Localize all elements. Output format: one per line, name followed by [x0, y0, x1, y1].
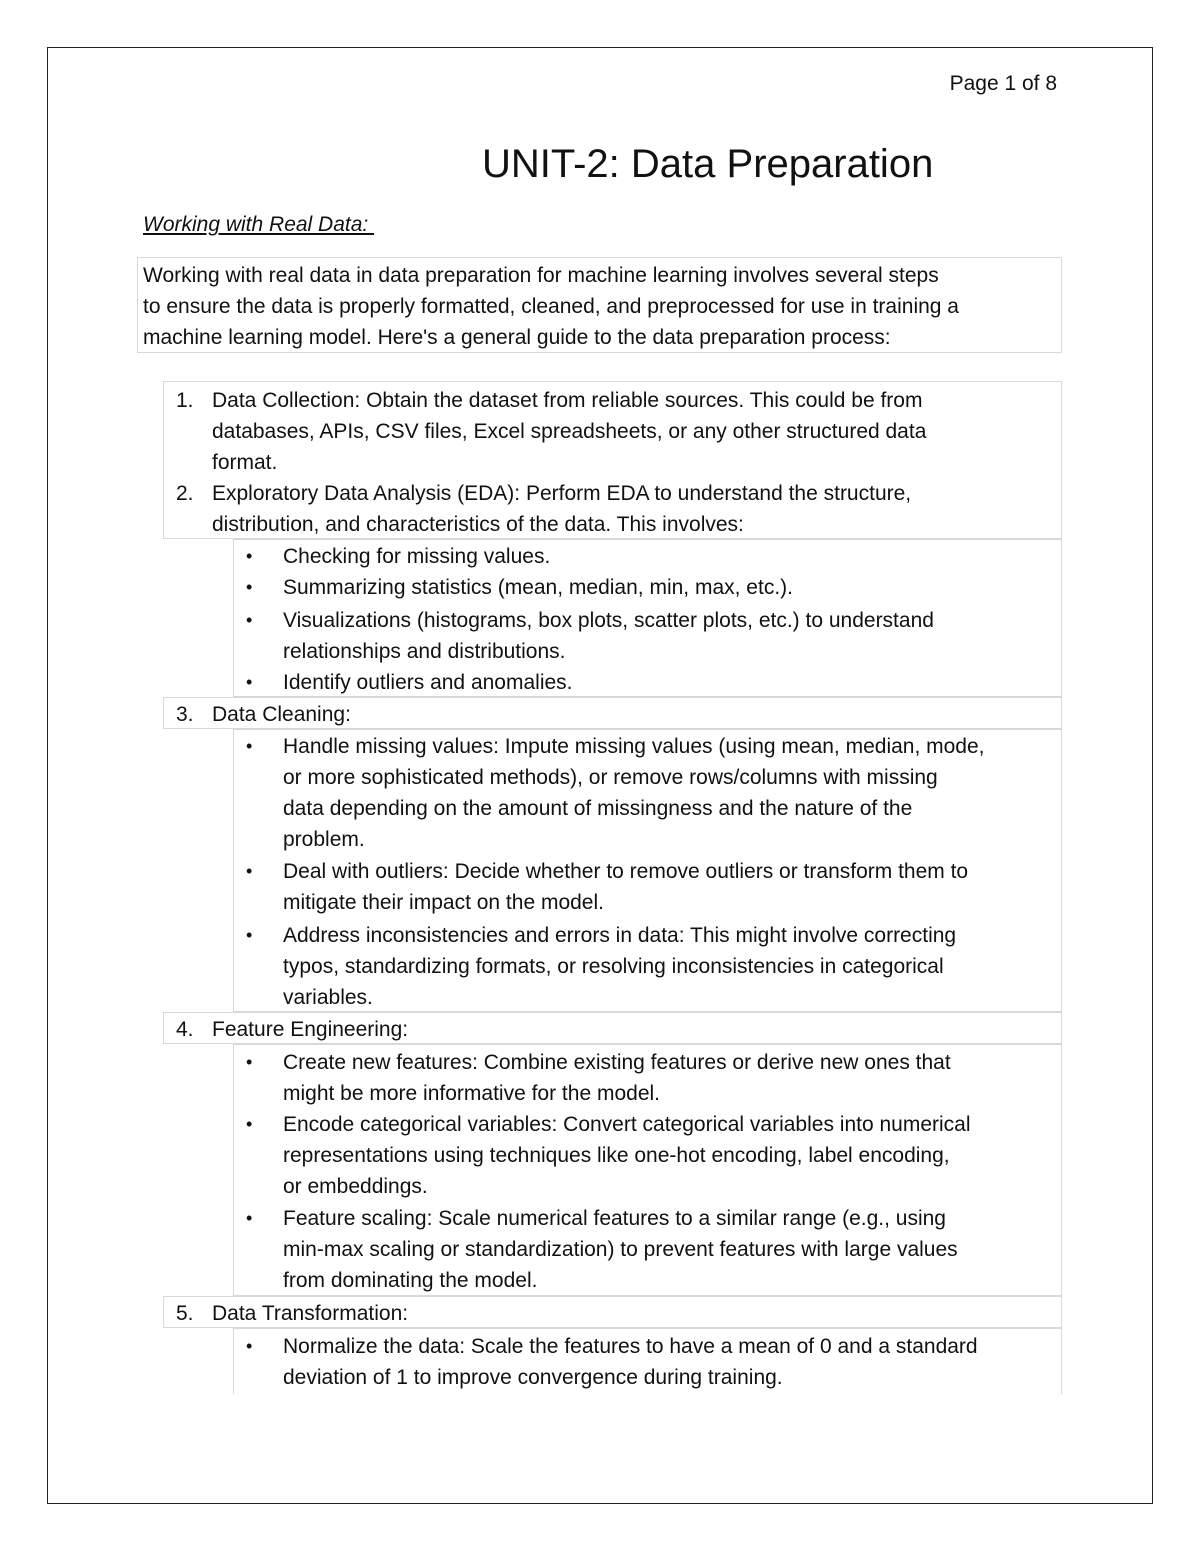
step-text-line: distribution, and characteristics of the data. This involves:	[212, 513, 744, 536]
intro-line: machine learning model. Here's a general guide to the data preparation process:	[143, 326, 891, 349]
bullet-dot: •	[246, 610, 253, 630]
bullet-dot: •	[246, 925, 253, 945]
page-number: Page 1 of 8	[949, 72, 1057, 95]
bullet-text-line: problem.	[283, 828, 365, 851]
bullet-text-line: representations using techniques like one-hot encoding, label encoding,	[283, 1144, 950, 1167]
bullet-text-line: Handle missing values: Impute missing values (using mean, median, mode,	[283, 735, 985, 758]
bullet-text-line: mitigate their impact on the model.	[283, 891, 604, 914]
bullet-text-line: variables.	[283, 986, 373, 1009]
step-text-line: databases, APIs, CSV files, Excel spreadsheets, or any other structured data	[212, 420, 927, 443]
bullet-text-line: data depending on the amount of missingness and the nature of the	[283, 797, 913, 820]
intro-line: Working with real data in data preparation for machine learning involves several steps	[143, 264, 939, 287]
step-number: 3.	[176, 703, 194, 726]
bullet-text-line: Checking for missing values.	[283, 545, 551, 568]
bullet-dot: •	[246, 577, 253, 597]
step-number: 5.	[176, 1302, 194, 1325]
step-number: 2.	[176, 482, 194, 505]
section-heading: Working with Real Data:	[143, 213, 375, 236]
bullet-dot: •	[246, 736, 253, 756]
bullet-text-line: deviation of 1 to improve convergence during training.	[283, 1366, 783, 1389]
step-text-line: format.	[212, 451, 278, 474]
step-text-line: Feature Engineering:	[212, 1018, 409, 1041]
bullet-text-line: or embeddings.	[283, 1175, 428, 1198]
step-text-line: Data Transformation:	[212, 1302, 409, 1325]
step-text-line: Data Collection: Obtain the dataset from reliable sources. This could be from	[212, 389, 923, 412]
bullet-text-line: Create new features: Combine existing features or derive new ones that	[283, 1051, 951, 1074]
page-title: UNIT-2: Data Preparation	[482, 142, 934, 186]
intro-paragraph	[137, 257, 1062, 353]
bullet-text-line: Visualizations (histograms, box plots, scatter plots, etc.) to understand	[283, 609, 934, 632]
bullet-text-line: typos, standardizing formats, or resolving inconsistencies in categorical	[283, 955, 944, 978]
step-number: 1.	[176, 389, 194, 412]
step-text-line: Exploratory Data Analysis (EDA): Perform EDA to understand the structure,	[212, 482, 912, 505]
bullet-dot: •	[246, 672, 253, 692]
bullet-text-line: relationships and distributions.	[283, 640, 566, 663]
bullet-dot: •	[246, 546, 253, 566]
step-text-line: Data Cleaning:	[212, 703, 351, 726]
bullet-text-line: Deal with outliers: Decide whether to remove outliers or transform them to	[283, 860, 969, 883]
step-number: 4.	[176, 1018, 194, 1041]
bullet-text-line: Summarizing statistics (mean, median, min, max, etc.).	[283, 576, 793, 599]
bullet-text-line: min-max scaling or standardization) to prevent features with large values	[283, 1238, 958, 1261]
intro-line: to ensure the data is properly formatted, cleaned, and preprocessed for use in training a	[143, 295, 959, 318]
bullet-dot: •	[246, 1052, 253, 1072]
bullet-text-line: might be more informative for the model.	[283, 1082, 660, 1105]
bullet-dot: •	[246, 861, 253, 881]
bullet-dot: •	[246, 1208, 253, 1228]
bullet-text-line: Feature scaling: Scale numerical features to a similar range (e.g., using	[283, 1207, 946, 1230]
bullet-text-line: from dominating the model.	[283, 1269, 538, 1292]
bullet-text-line: Address inconsistencies and errors in data: This might involve correcting	[283, 924, 957, 947]
bullet-text-line: or more sophisticated methods), or remove rows/columns with missing	[283, 766, 938, 789]
bullet-text-line: Identify outliers and anomalies.	[283, 671, 573, 694]
bullet-dot: •	[246, 1114, 253, 1134]
bullet-dot: •	[246, 1336, 253, 1356]
bullet-text-line: Encode categorical variables: Convert categorical variables into numerical	[283, 1113, 971, 1136]
bullet-text-line: Normalize the data: Scale the features to have a mean of 0 and a standard	[283, 1335, 978, 1358]
